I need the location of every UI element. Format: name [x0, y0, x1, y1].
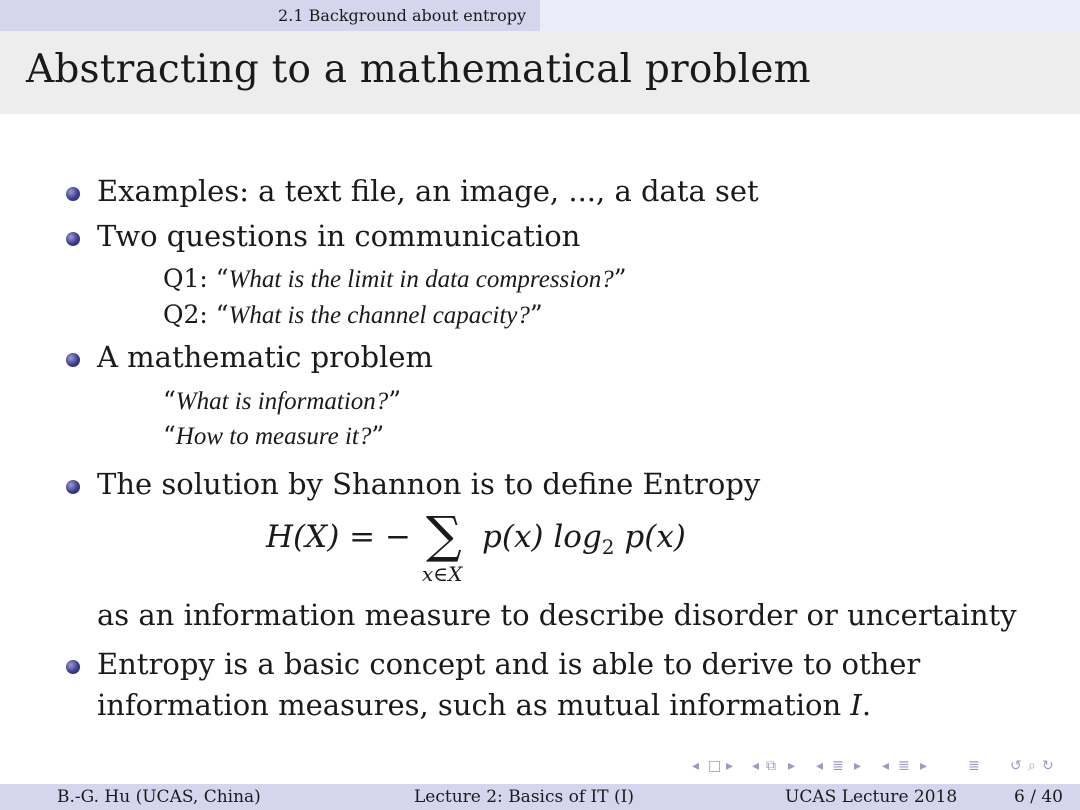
s1-prefix: “	[163, 386, 176, 415]
slide-body	[0, 114, 1080, 784]
section-nav-current[interactable]	[0, 0, 540, 31]
next-subsection-icon[interactable]: ▸	[788, 758, 796, 774]
bullet-entropy-line1: Entropy is a basic concept and is able to derive to other	[97, 647, 921, 681]
formula-rhs	[482, 519, 686, 559]
bullet-dot-icon	[66, 353, 80, 367]
sum-index: x∈X	[422, 562, 463, 586]
entropy-formula	[266, 506, 686, 604]
q1-prefix: Q1: “	[163, 264, 229, 293]
rhs-part-b: p(x)	[614, 519, 686, 555]
bullet-dot-icon	[66, 660, 80, 674]
footer-lecture-box	[360, 784, 720, 810]
q2-text: What is the channel capacity?	[228, 302, 530, 329]
q2-prefix: Q2: “	[163, 300, 229, 329]
search-icon[interactable]: ↻	[1042, 758, 1054, 774]
section-nav-rest	[540, 0, 1080, 31]
mutual-info-symbol: I	[850, 688, 862, 722]
formula-lhs: H(X) = −	[266, 519, 411, 555]
q1-text: What is the limit in data compression?	[228, 266, 614, 293]
frame-box-icon[interactable]: □	[708, 758, 722, 774]
s2-text: How to measure it?	[175, 423, 372, 450]
question-measure	[163, 421, 384, 451]
footer-author: B.-G. Hu (UCAS, China)	[57, 787, 261, 807]
line2-end: .	[861, 688, 872, 722]
q1-suffix: ”	[613, 264, 627, 293]
sum-symbol: ∑	[426, 506, 462, 564]
undo-icon[interactable]: ↺	[1010, 758, 1022, 774]
s2-suffix: ”	[371, 421, 385, 450]
bullet-dot-icon	[66, 187, 80, 201]
search-icon[interactable]: ⌕	[1028, 758, 1036, 774]
q2-suffix: ”	[529, 300, 543, 329]
s1-text: What is information?	[175, 388, 389, 415]
footer-bar	[0, 784, 1080, 810]
bullet-dot-icon	[66, 480, 80, 494]
s1-suffix: ”	[388, 386, 402, 415]
footer-event-box	[720, 784, 1080, 810]
bullet-entropy-line2	[97, 688, 871, 722]
prev-section-icon[interactable]: ◂	[816, 758, 824, 774]
footer-author-box	[0, 784, 360, 810]
next-frame-icon[interactable]: ▸	[726, 758, 734, 774]
next-section-icon[interactable]: ▸	[854, 758, 862, 774]
align-icon[interactable]: ≣	[968, 758, 980, 774]
subsection-icon[interactable]: ⧉	[766, 758, 776, 774]
bullet-math-problem: A mathematic problem	[97, 340, 434, 374]
s2-prefix: “	[163, 421, 176, 450]
formula-explanation: as an information measure to describe disorder or uncertainty	[97, 598, 1017, 632]
line2-text: information measures, such as mutual information	[97, 688, 851, 722]
prev-subsection-icon[interactable]: ◂	[752, 758, 760, 774]
rhs-part-a: p(x) log	[482, 519, 602, 555]
bullet-dot-icon	[66, 232, 80, 246]
section-nav	[0, 0, 1080, 31]
next-section-icon[interactable]: ▸	[920, 758, 928, 774]
question-q2	[163, 300, 543, 330]
question-information	[163, 386, 401, 416]
prev-section-icon[interactable]: ◂	[882, 758, 890, 774]
footer-lecture: Lecture 2: Basics of IT (I)	[414, 787, 634, 807]
footer-page-number: 6 / 40	[1014, 787, 1063, 807]
section-icon[interactable]: ≣	[832, 758, 844, 774]
log-base: 2	[601, 535, 615, 560]
frame-title-bar	[0, 31, 1080, 114]
frame-title: Abstracting to a mathematical problem	[26, 47, 811, 92]
prev-frame-icon[interactable]: ◂	[692, 758, 700, 774]
section-label[interactable]: 2.1 Background about entropy	[278, 6, 526, 25]
footer-event: UCAS Lecture 2018	[785, 787, 958, 807]
bullet-examples: Examples: a text file, an image, ..., a data set	[97, 174, 759, 208]
question-q1	[163, 264, 627, 294]
bullet-shannon: The solution by Shannon is to define Entropy	[97, 467, 761, 501]
section-icon[interactable]: ≣	[898, 758, 910, 774]
bullet-two-questions: Two questions in communication	[97, 219, 581, 253]
beamer-nav-symbols	[690, 758, 1080, 780]
